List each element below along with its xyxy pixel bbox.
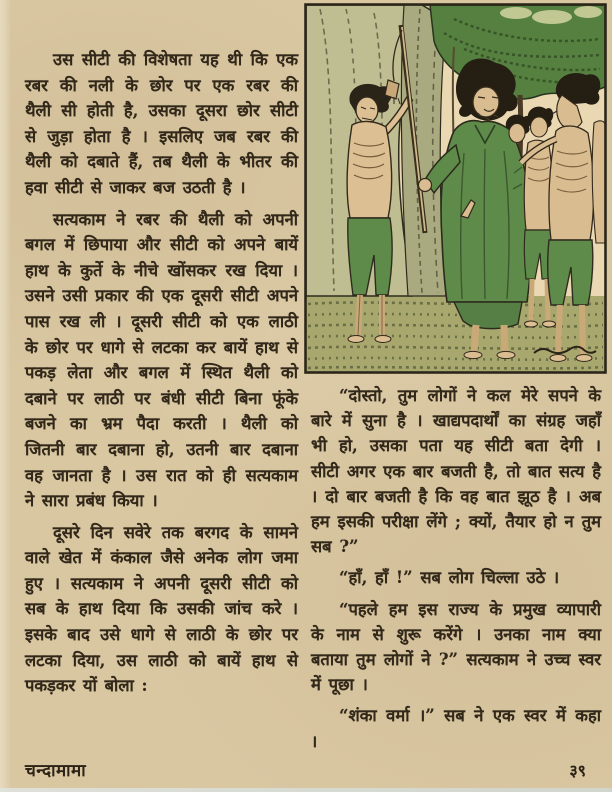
- story-paragraph: उस सीटी की विशेषता यह थी कि एक रबर की नली के छोर पर एक रबर की थैली सी होती है, उसका दूसरा छोर सीटी से जुड़ा होता है । इसलिए जब रबर की थैली को दबाते हैं, तब थैली के भीतर की हवा सीटी से जाकर बज उठती है ।: [25, 50, 298, 197]
- page-edge-strip: [0, 0, 11, 792]
- page-number: ३९: [569, 761, 586, 780]
- story-paragraph: “दोस्तो, तुम लोगों ने कल मेरे सपने के बारे में सुना है । खाद्यपदार्थों का संग्रह जहाँ भी हो, उसका पता यह सीटी बता देगी । सीटी अगर एक बार बजती है, तो बात सत्य है । दो बार बजती है कि वह बात झूठ है । अब हम इसकी परीक्षा लेंगे ; क्यों, तैयार हो न तुम सब ?”: [311, 386, 601, 557]
- right-text-column: [311, 383, 601, 755]
- story-paragraph: दूसरे दिन सवेरे तक बरगद के सामने वाले खेत में कंकाल जैसे अनेक लोग जमा हुए । सत्यकाम ने अपनी दूसरी सीटी को सब के हाथ दिया कि उसकी जांच करे । इसके बाद उसे धागे से लाठी के छोर पर लटका दिया, उस लाठी को बायें हाथ से पकड़कर यों बोला :: [25, 522, 298, 696]
- story-paragraph: “पहले हम इस राज्य के प्रमुख व्यापारी के नाम से शुरू करेंगे । उनका नाम क्या बताया तुम लोगों ने ?” सत्यकाम ने उच्च स्वर में पूछा ।: [311, 599, 601, 695]
- whistle: [385, 80, 399, 99]
- banyan-scene-drawing: [304, 3, 607, 374]
- magazine-title: चन्दामामा: [25, 761, 87, 781]
- story-illustration: [304, 3, 607, 374]
- left-text-column: [25, 47, 298, 747]
- story-paragraph: “हाँ, हाँ !” सब लोग चिल्ला उठे ।: [339, 568, 560, 588]
- scan-edge: [0, 788, 612, 792]
- story-paragraph: “शंका वर्मा ।” सब ने एक स्वर में कहा ।: [311, 706, 601, 751]
- villager-edge-sliver: [592, 121, 605, 243]
- story-paragraph: सत्यकाम ने रबर की थैली को अपनी बगल में छिपाया और सीटी को अपने बायें हाथ के कुर्ते के नीचे खोंसकर रख दिया । उसने उसी प्रकार की एक दूसरी सीटी अपने पास रख ली । दूसरी सीटी को एक लाठी के छोर पर धागे से लटका कर बायें हाथ से पकड़ लेता और बगल में स्थित थैली को दबाने पर लाठी पर बंधी सीटी बिना फूंके बजने का भ्रम पैदा करती । थैली को जितनी बार दबाना हो, उतनी बार दबाना वह जानता है । उस रात को ही सत्यकाम ने सारा प्रबंध किया ।: [25, 209, 298, 511]
- gripping-hand: [419, 179, 432, 192]
- page-footer: [25, 758, 590, 781]
